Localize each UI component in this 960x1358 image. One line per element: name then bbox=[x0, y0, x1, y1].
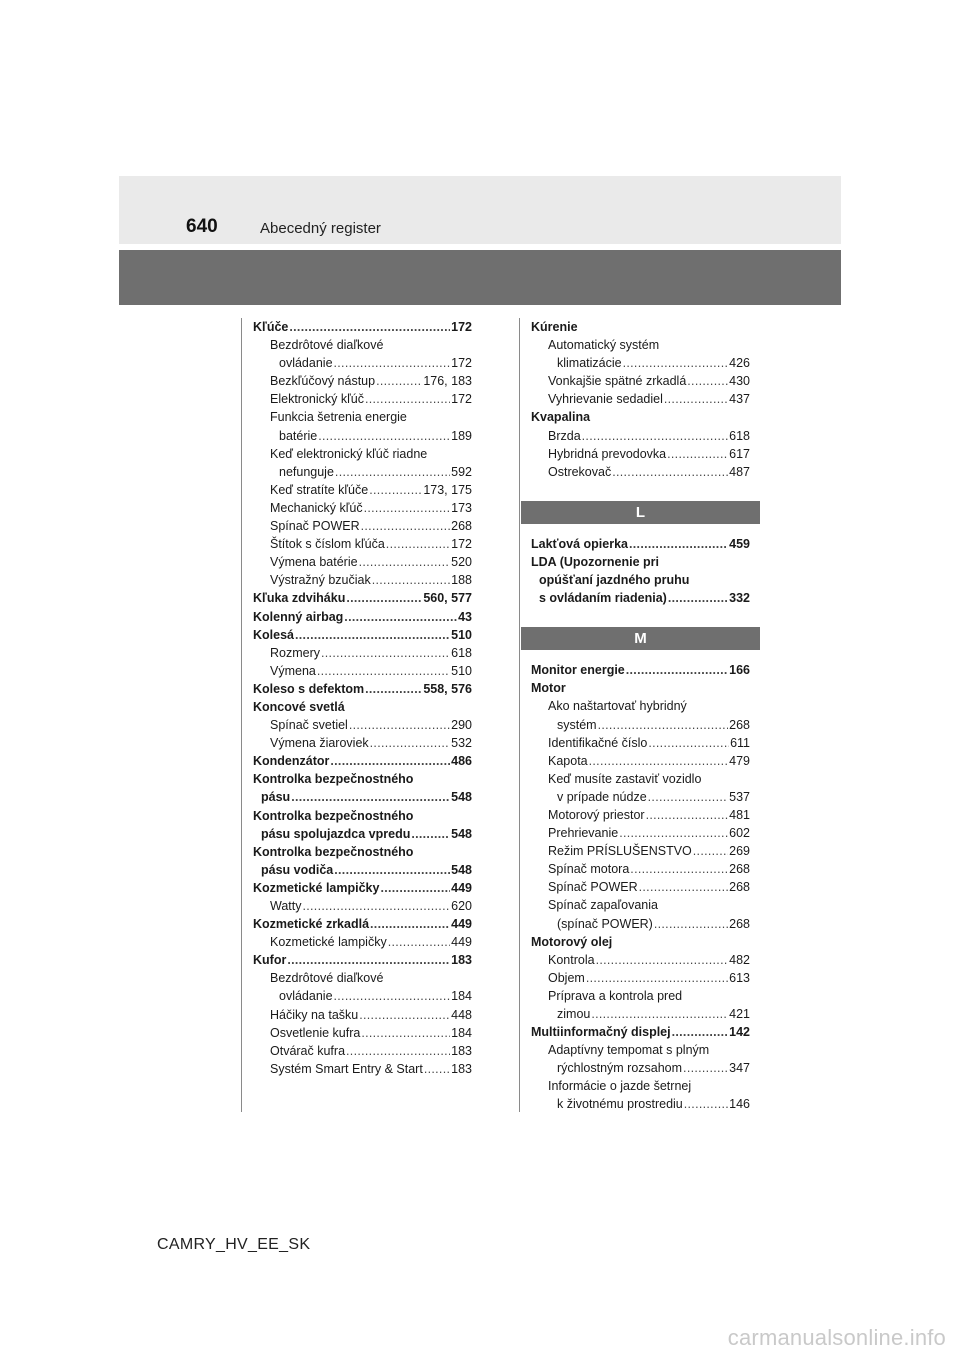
index-term: Lakťová opierka bbox=[531, 536, 629, 551]
index-entry bbox=[531, 463, 750, 481]
index-entry bbox=[253, 1060, 472, 1078]
index-entry bbox=[253, 571, 472, 589]
section-band bbox=[119, 250, 841, 305]
dot-leader bbox=[346, 589, 422, 607]
dot-leader bbox=[589, 752, 729, 770]
page-reference: 172 bbox=[451, 356, 472, 371]
index-term: Kľuka zdviháku bbox=[253, 591, 346, 606]
page-reference: 166 bbox=[729, 663, 750, 678]
index-term: Spínač zapaľovania bbox=[548, 898, 658, 913]
index-entry bbox=[531, 553, 750, 571]
page-reference: 618 bbox=[729, 428, 750, 443]
column-divider-middle bbox=[519, 318, 520, 1112]
page-reference: 558, 576 bbox=[423, 681, 472, 696]
dot-leader bbox=[321, 644, 450, 662]
dot-leader bbox=[370, 915, 450, 933]
index-term: Keď stratíte kľúče bbox=[270, 482, 369, 497]
index-entry bbox=[253, 535, 472, 553]
dot-leader bbox=[687, 372, 728, 390]
page-reference: 548 bbox=[451, 862, 472, 877]
index-entry bbox=[253, 481, 472, 499]
index-term: Výstražný bzučiak bbox=[270, 573, 371, 588]
index-term: nefunguje bbox=[279, 464, 334, 479]
index-entry bbox=[531, 535, 750, 553]
dot-leader bbox=[349, 716, 450, 734]
page-reference: 560, 577 bbox=[423, 591, 472, 606]
index-term: Kufor bbox=[253, 953, 287, 968]
dot-leader bbox=[335, 463, 450, 481]
index-entry bbox=[531, 842, 750, 860]
page-reference: 532 bbox=[451, 736, 472, 751]
index-term: Príprava a kontrola pred bbox=[548, 988, 683, 1003]
index-entry bbox=[531, 969, 750, 987]
page-reference: 459 bbox=[729, 536, 750, 551]
page-reference: 620 bbox=[451, 899, 472, 913]
page-reference: 183 bbox=[451, 953, 472, 968]
index-term: Kontrolka bezpečnostného bbox=[253, 808, 414, 823]
index-entry bbox=[531, 661, 750, 679]
index-term: Kvapalina bbox=[531, 410, 591, 425]
dot-leader bbox=[369, 481, 422, 499]
dot-leader bbox=[683, 1059, 728, 1077]
page-reference: 537 bbox=[729, 789, 750, 804]
page-reference: 268 bbox=[729, 862, 750, 877]
index-term: Bezdrôtové diaľkové bbox=[270, 971, 384, 986]
page-reference: 347 bbox=[729, 1061, 750, 1076]
page-reference: 183 bbox=[451, 1061, 472, 1076]
header-band bbox=[119, 176, 841, 244]
index-entry bbox=[253, 969, 472, 987]
index-term: Spínač motora bbox=[548, 862, 630, 877]
index-entry bbox=[531, 1059, 750, 1077]
index-entry bbox=[531, 1095, 750, 1113]
index-term: Kolenný airbag bbox=[253, 609, 344, 624]
index-term: Multiinformačný displej bbox=[531, 1025, 671, 1040]
page-reference: 618 bbox=[451, 645, 472, 660]
page-reference: 268 bbox=[729, 880, 750, 895]
index-entry bbox=[531, 571, 750, 589]
index-entry bbox=[531, 896, 750, 914]
index-term: Ako naštartovať hybridný bbox=[548, 699, 687, 714]
dot-leader bbox=[664, 390, 728, 408]
page-reference: 173 bbox=[451, 500, 472, 515]
index-entry bbox=[253, 734, 472, 752]
index-entry bbox=[253, 589, 472, 607]
dot-leader bbox=[684, 1095, 728, 1113]
dot-leader bbox=[411, 825, 450, 843]
index-term: ovládanie bbox=[279, 989, 333, 1004]
page-number: 640 bbox=[186, 216, 218, 237]
dot-leader bbox=[586, 969, 728, 987]
dot-leader bbox=[291, 788, 450, 806]
index-term: Kapota bbox=[548, 753, 588, 768]
index-entry bbox=[531, 933, 750, 951]
index-column-right bbox=[531, 318, 750, 1114]
page-reference: 184 bbox=[451, 1025, 472, 1040]
index-term: Kúrenie bbox=[531, 320, 578, 334]
index-term: Koleso s defektom bbox=[253, 681, 365, 696]
index-entry bbox=[531, 390, 750, 408]
index-term: Prehrievanie bbox=[548, 826, 619, 841]
index-entry bbox=[253, 861, 472, 879]
index-entry bbox=[253, 372, 472, 390]
index-entry bbox=[253, 318, 472, 336]
index-term: pásu vodiča bbox=[261, 862, 334, 877]
dot-leader bbox=[361, 517, 451, 535]
index-term: Výmena bbox=[270, 663, 316, 678]
index-entry bbox=[253, 1006, 472, 1024]
index-entry bbox=[253, 843, 472, 861]
index-term: Bezdrôtové diaľkové bbox=[270, 338, 384, 353]
dot-leader bbox=[365, 680, 422, 698]
page-reference: 146 bbox=[729, 1097, 750, 1112]
letter-section-header: L bbox=[521, 501, 760, 524]
index-term: Spínač POWER bbox=[270, 519, 360, 534]
dot-leader bbox=[619, 824, 728, 842]
page-reference: 172 bbox=[451, 320, 472, 334]
index-entry bbox=[531, 679, 750, 697]
dot-leader bbox=[623, 354, 729, 372]
index-term: Kozmetické lampičky bbox=[253, 880, 380, 895]
dot-leader bbox=[667, 445, 728, 463]
index-entry bbox=[253, 680, 472, 698]
index-entry bbox=[253, 915, 472, 933]
index-term: Systém Smart Entry & Start bbox=[270, 1061, 423, 1076]
index-term: Kontrola bbox=[548, 952, 595, 967]
index-term: Motorový olej bbox=[531, 934, 613, 949]
index-term: systém bbox=[557, 717, 597, 732]
index-entry bbox=[531, 860, 750, 878]
dot-leader bbox=[626, 661, 728, 679]
dot-leader bbox=[359, 1006, 450, 1024]
index-entry bbox=[531, 589, 750, 607]
dot-leader bbox=[295, 626, 450, 644]
dot-leader bbox=[318, 427, 450, 445]
dot-leader bbox=[648, 734, 729, 752]
dot-leader bbox=[334, 987, 451, 1005]
dot-leader bbox=[693, 842, 728, 860]
index-entry bbox=[253, 662, 472, 680]
index-term: Adaptívny tempomat s plným bbox=[548, 1043, 710, 1058]
dot-leader bbox=[672, 1023, 729, 1041]
index-term: opúšťaní jazdného pruhu bbox=[539, 573, 690, 588]
index-term: Spínač svetiel bbox=[270, 718, 348, 733]
index-term: Identifikačné číslo bbox=[548, 735, 648, 750]
index-entry bbox=[253, 626, 472, 644]
index-entry bbox=[531, 408, 750, 426]
page-reference: 487 bbox=[729, 464, 750, 479]
index-term: Háčiky na tašku bbox=[270, 1007, 359, 1022]
page-reference: 449 bbox=[451, 880, 472, 895]
dot-leader bbox=[344, 608, 457, 626]
page-reference: 510 bbox=[451, 663, 472, 678]
dot-leader bbox=[388, 933, 450, 951]
page-reference: 481 bbox=[729, 807, 750, 822]
page-reference: 520 bbox=[451, 555, 472, 570]
dot-leader bbox=[629, 535, 728, 553]
index-entry bbox=[253, 336, 472, 354]
dot-leader bbox=[582, 427, 728, 445]
index-entry bbox=[253, 463, 472, 481]
index-entry bbox=[253, 933, 472, 951]
page-reference: 176, 183 bbox=[423, 374, 472, 389]
dot-leader bbox=[330, 752, 450, 770]
index-entry bbox=[253, 788, 472, 806]
dot-leader bbox=[639, 878, 729, 896]
dot-leader bbox=[612, 463, 728, 481]
index-entry bbox=[531, 336, 750, 354]
index-entry bbox=[253, 644, 472, 662]
page-reference: 548 bbox=[451, 826, 472, 841]
index-term: Bezkľúčový nástup bbox=[270, 374, 376, 389]
index-term: Vonkajšie spätné zrkadlá bbox=[548, 374, 687, 389]
index-term: Monitor energie bbox=[531, 663, 625, 678]
index-term: Mechanický kľúč bbox=[270, 500, 363, 515]
index-term: Štítok s číslom kľúča bbox=[270, 537, 385, 552]
page-reference: 617 bbox=[729, 446, 750, 461]
index-term: Ostrekovač bbox=[548, 464, 612, 479]
index-term: Koncové svetlá bbox=[253, 699, 345, 714]
index-entry bbox=[531, 1041, 750, 1059]
index-term: LDA (Upozornenie pri bbox=[531, 554, 660, 569]
index-entry bbox=[531, 1005, 750, 1023]
index-entry bbox=[253, 752, 472, 770]
index-entry bbox=[531, 372, 750, 390]
page-reference: 482 bbox=[729, 952, 750, 967]
page-reference: 426 bbox=[729, 356, 750, 371]
dot-leader bbox=[372, 571, 450, 589]
page-reference: 602 bbox=[729, 826, 750, 841]
index-entry bbox=[253, 807, 472, 825]
index-entry bbox=[531, 915, 750, 933]
index-term: Osvetlenie kufra bbox=[270, 1025, 361, 1040]
letter-section-header: M bbox=[521, 627, 760, 650]
index-term: zimou bbox=[557, 1007, 591, 1021]
dot-leader bbox=[346, 1042, 450, 1060]
index-term: k životnému prostrediu bbox=[557, 1097, 683, 1112]
page-reference: 142 bbox=[729, 1025, 750, 1040]
dot-leader bbox=[365, 390, 450, 408]
index-term: Funkcia šetrenia energie bbox=[270, 410, 407, 425]
index-entry bbox=[531, 824, 750, 842]
index-term: Rozmery bbox=[270, 645, 321, 660]
index-entry bbox=[253, 608, 472, 626]
index-term: Keď musíte zastaviť vozidlo bbox=[548, 771, 702, 786]
page-reference: 269 bbox=[729, 844, 750, 859]
dot-leader bbox=[630, 860, 728, 878]
index-entry bbox=[253, 987, 472, 1005]
index-term: (spínač POWER) bbox=[557, 916, 653, 931]
index-term: Kozmetické lampičky bbox=[270, 935, 387, 950]
index-term: batérie bbox=[279, 428, 318, 443]
index-entry bbox=[253, 1024, 472, 1042]
index-entry bbox=[253, 698, 472, 716]
index-entry bbox=[253, 1042, 472, 1060]
page-reference: 173, 175 bbox=[423, 482, 472, 497]
page-reference: 613 bbox=[729, 970, 750, 985]
page-reference: 172 bbox=[451, 392, 472, 407]
dot-leader bbox=[380, 879, 450, 897]
dot-leader bbox=[424, 1060, 450, 1078]
index-entry bbox=[531, 806, 750, 824]
index-entry bbox=[531, 697, 750, 715]
index-term: Otvárač kufra bbox=[270, 1043, 346, 1058]
page-reference: 268 bbox=[451, 519, 472, 534]
index-entry bbox=[531, 987, 750, 1005]
index-entry bbox=[253, 445, 472, 463]
page-reference: 268 bbox=[729, 916, 750, 931]
page-reference: 592 bbox=[451, 464, 472, 479]
index-entry bbox=[253, 716, 472, 734]
index-term: s ovládaním riadenia) bbox=[539, 591, 667, 606]
page-reference: 43 bbox=[458, 609, 472, 624]
dot-leader bbox=[646, 806, 729, 824]
page-reference: 486 bbox=[451, 754, 472, 769]
index-term: Režim PRÍSLUŠENSTVO bbox=[548, 844, 692, 859]
index-entry bbox=[253, 553, 472, 571]
page-reference: 510 bbox=[451, 627, 472, 642]
dot-leader bbox=[386, 535, 450, 553]
index-term: Kondenzátor bbox=[253, 754, 330, 769]
index-term: Kontrolka bezpečnostného bbox=[253, 772, 414, 787]
index-entry bbox=[531, 734, 750, 752]
page-reference: 184 bbox=[451, 989, 472, 1004]
dot-leader bbox=[289, 318, 450, 336]
index-term: Vyhrievanie sedadiel bbox=[548, 392, 663, 407]
index-term: rýchlostným rozsahom bbox=[557, 1061, 683, 1076]
column-divider-left bbox=[241, 318, 242, 1112]
index-term: Motor bbox=[531, 681, 566, 696]
index-term: Výmena žiaroviek bbox=[270, 736, 369, 751]
index-term: pásu bbox=[261, 790, 291, 805]
page-reference: 479 bbox=[729, 753, 750, 768]
index-column-left bbox=[253, 318, 472, 1078]
page-reference: 421 bbox=[729, 1007, 750, 1021]
index-entry bbox=[531, 716, 750, 734]
page-reference: 448 bbox=[451, 1007, 472, 1022]
index-entry bbox=[531, 354, 750, 372]
dot-leader bbox=[287, 951, 450, 969]
index-term: ovládanie bbox=[279, 356, 333, 371]
page-reference: 188 bbox=[451, 573, 472, 588]
index-entry bbox=[531, 1023, 750, 1041]
index-entry bbox=[253, 879, 472, 897]
page-title: Abecedný register bbox=[260, 220, 381, 237]
index-term: Motorový priestor bbox=[548, 807, 645, 822]
index-term: v prípade núdze bbox=[557, 789, 647, 804]
index-term: Hybridná prevodovka bbox=[548, 446, 667, 461]
dot-leader bbox=[334, 354, 451, 372]
footer-code: CAMRY_HV_EE_SK bbox=[157, 1236, 311, 1253]
index-term: Kontrolka bezpečnostného bbox=[253, 844, 414, 859]
page-reference: 268 bbox=[729, 717, 750, 732]
dot-leader bbox=[648, 788, 728, 806]
index-term: Automatický systém bbox=[548, 338, 660, 353]
index-entry bbox=[253, 517, 472, 535]
page-reference: 290 bbox=[451, 718, 472, 733]
index-entry bbox=[253, 897, 472, 915]
index-entry bbox=[531, 427, 750, 445]
page-reference: 332 bbox=[729, 591, 750, 606]
index-entry bbox=[253, 825, 472, 843]
dot-leader bbox=[364, 499, 451, 517]
index-entry bbox=[253, 951, 472, 969]
index-term: Kľúče bbox=[253, 320, 289, 334]
dot-leader bbox=[596, 951, 729, 969]
dot-leader bbox=[376, 372, 422, 390]
index-entry bbox=[253, 499, 472, 517]
index-term: Objem bbox=[548, 970, 585, 985]
index-term: klimatizácie bbox=[557, 356, 622, 371]
dot-leader bbox=[361, 1024, 450, 1042]
index-entry bbox=[531, 878, 750, 896]
index-term: Brzda bbox=[548, 428, 581, 443]
page-reference: 449 bbox=[451, 917, 472, 932]
index-term: Spínač POWER bbox=[548, 880, 638, 895]
index-entry bbox=[253, 408, 472, 426]
dot-leader bbox=[317, 662, 450, 680]
index-entry bbox=[531, 318, 750, 336]
index-term: Watty bbox=[270, 899, 302, 913]
index-term: Kolesá bbox=[253, 627, 294, 642]
index-term: Výmena batérie bbox=[270, 555, 358, 570]
dot-leader bbox=[359, 553, 451, 571]
dot-leader bbox=[598, 716, 729, 734]
page-reference: 189 bbox=[451, 428, 472, 443]
dot-leader bbox=[334, 861, 450, 879]
dot-leader bbox=[591, 1005, 728, 1023]
index-term: Informácie o jazde šetrnej bbox=[548, 1079, 692, 1094]
page-reference: 548 bbox=[451, 790, 472, 805]
index-entry bbox=[253, 427, 472, 445]
page-reference: 430 bbox=[729, 374, 750, 389]
page-reference: 172 bbox=[451, 537, 472, 552]
index-entry bbox=[253, 354, 472, 372]
page-reference: 449 bbox=[451, 935, 472, 950]
index-entry bbox=[531, 788, 750, 806]
index-entry bbox=[531, 770, 750, 788]
index-term: Keď elektronický kľúč riadne bbox=[270, 446, 428, 461]
index-term: Kozmetické zrkadlá bbox=[253, 917, 370, 932]
dot-leader bbox=[370, 734, 450, 752]
index-entry bbox=[531, 951, 750, 969]
dot-leader bbox=[654, 915, 728, 933]
index-entry bbox=[531, 445, 750, 463]
dot-leader bbox=[668, 589, 728, 607]
index-entry bbox=[531, 752, 750, 770]
index-term: pásu spolujazdca vpredu bbox=[261, 826, 411, 841]
index-entry bbox=[253, 770, 472, 788]
index-entry bbox=[253, 390, 472, 408]
page-reference: 611 bbox=[730, 735, 750, 750]
page-reference: 437 bbox=[729, 392, 750, 407]
index-term: Elektronický kľúč bbox=[270, 392, 364, 407]
dot-leader bbox=[302, 897, 450, 915]
page-reference: 183 bbox=[451, 1043, 472, 1058]
index-entry bbox=[531, 1077, 750, 1095]
watermark: carmanualsonline.info bbox=[727, 1325, 946, 1350]
